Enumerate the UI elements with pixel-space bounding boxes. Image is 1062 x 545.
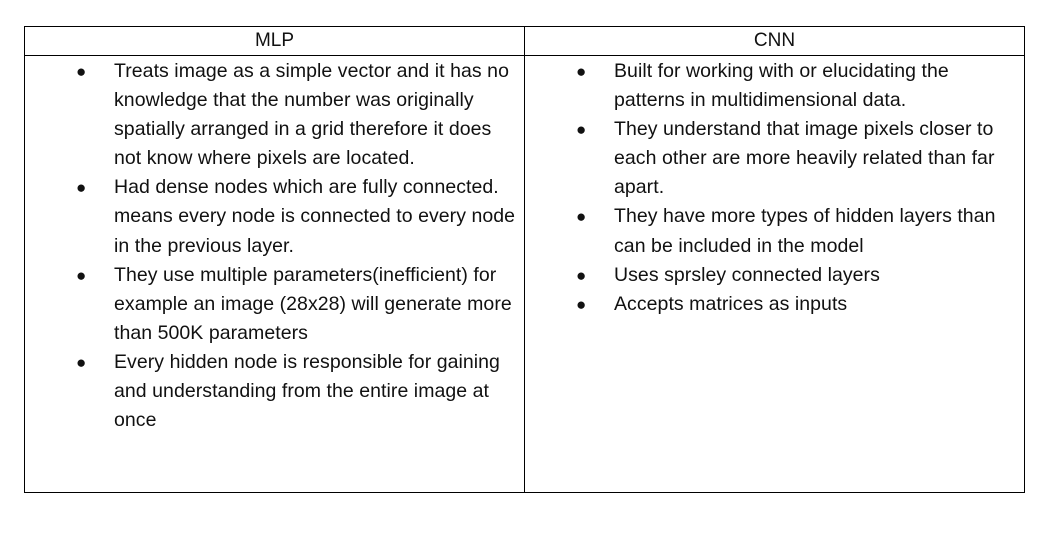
cnn-bullet-list — [525, 56, 1024, 319]
mlp-point-text: Treats image as a simple vector and it has no knowledge that the number was originally spatially arranged in a grid therefore it does not know where pixels are located. — [114, 60, 509, 170]
mlp-cell — [25, 56, 525, 493]
cnn-point-text: They understand that image pixels closer to each other are more heavily related than far apart. — [614, 118, 995, 199]
mlp-column-header: MLP — [25, 27, 525, 56]
cnn-point-text: They have more types of hidden layers than can be included in the model — [614, 205, 996, 257]
bullet-icon: ● — [76, 62, 87, 81]
mlp-point — [25, 173, 516, 260]
mlp-point — [25, 57, 516, 173]
cnn-point — [525, 261, 1016, 290]
bullet-icon: ● — [576, 294, 587, 314]
mlp-bullet-list — [25, 56, 524, 435]
mlp-point — [25, 348, 516, 435]
cnn-point — [525, 115, 1016, 202]
bullet-icon: ● — [576, 120, 587, 140]
header-row — [25, 27, 1025, 56]
bullet-icon: ● — [76, 178, 87, 198]
bullet-icon: ● — [576, 265, 587, 285]
mlp-point-text: Every hidden node is responsible for gaining and understanding from the entire image at once — [114, 350, 500, 432]
cnn-point — [525, 57, 1016, 115]
mlp-point — [25, 261, 516, 348]
cnn-column-header: CNN — [525, 27, 1025, 56]
bullet-icon: ● — [576, 62, 587, 81]
cnn-point-text: Accepts matrices as inputs — [614, 292, 848, 315]
mlp-point-text: Had dense nodes which are fully connected. means every node is connected to every node in the previous layer. — [114, 176, 516, 257]
bullet-icon: ● — [76, 265, 87, 285]
body-row — [25, 56, 1025, 493]
cnn-cell — [525, 56, 1025, 493]
cnn-point — [525, 290, 1016, 319]
bullet-icon: ● — [76, 352, 87, 372]
cnn-point-text: Uses sprsley connected layers — [614, 263, 880, 286]
cnn-point — [525, 202, 1016, 260]
comparison-table — [24, 26, 1025, 493]
cnn-point-text: Built for working with or elucidating the patterns in multidimensional data. — [614, 60, 949, 112]
bullet-icon: ● — [576, 207, 587, 227]
mlp-point-text: They use multiple parameters(inefficient) for example an image (28x28) will generate more than 500K parameters — [114, 263, 512, 344]
